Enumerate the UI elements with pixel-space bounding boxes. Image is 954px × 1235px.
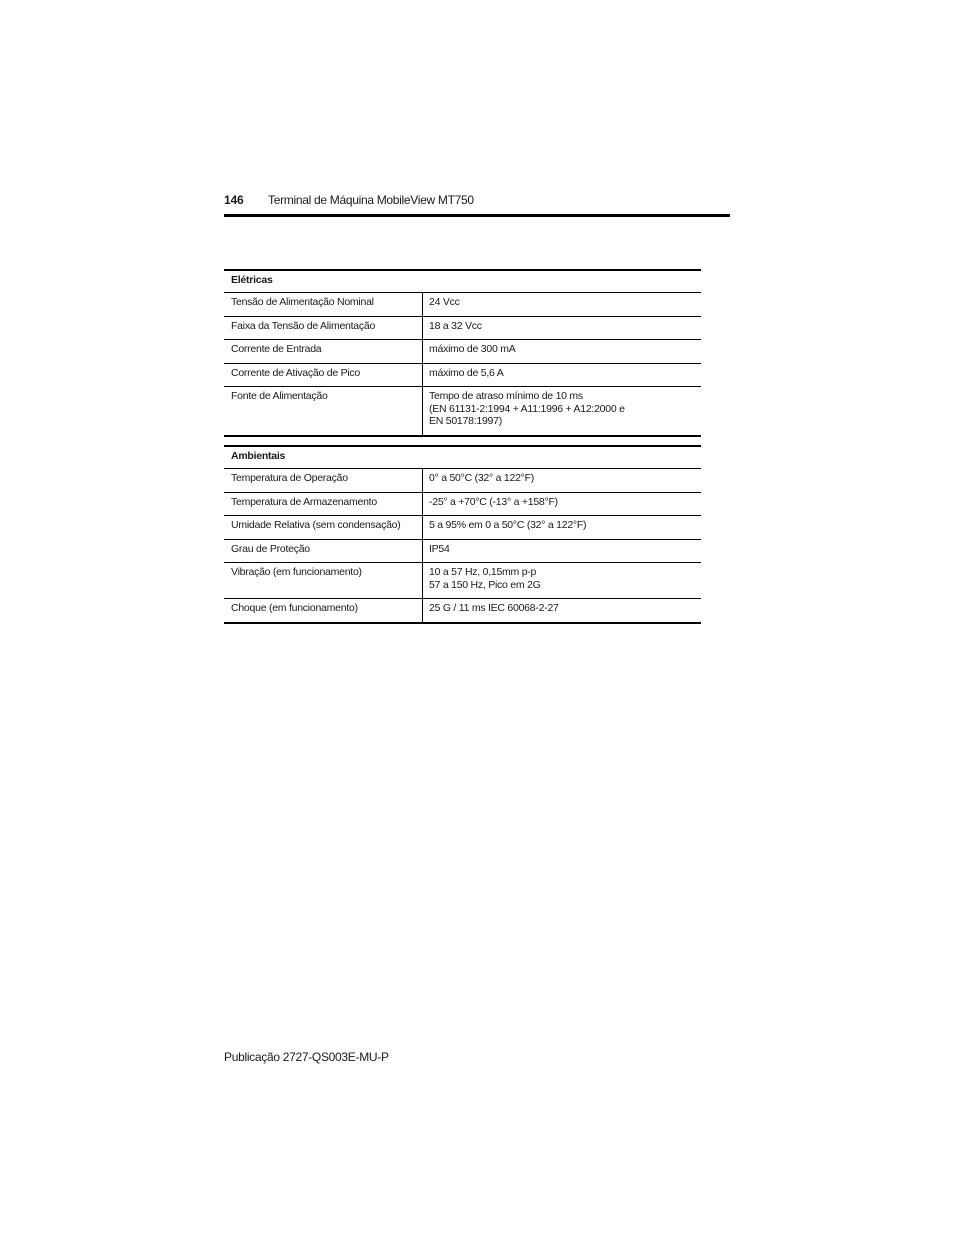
spec-value-line: (EN 61131-2:1994 + A11:1996 + A12:2000 e <box>429 402 625 415</box>
spec-value <box>423 387 702 436</box>
table-row <box>224 599 701 623</box>
spec-value: 18 a 32 Vcc <box>423 316 702 340</box>
table-row <box>224 363 701 387</box>
spec-label: Umidade Relativa (sem condensação) <box>224 516 423 540</box>
table-row <box>224 340 701 364</box>
spec-label: Corrente de Ativação de Pico <box>224 363 423 387</box>
table-row <box>224 492 701 516</box>
spec-label: Faixa da Tensão de Alimentação <box>224 316 423 340</box>
table-row <box>224 293 701 317</box>
spec-label: Choque (em funcionamento) <box>224 599 423 623</box>
spec-label: Tensão de Alimentação Nominal <box>224 293 423 317</box>
table-heading: Ambientais <box>224 446 701 469</box>
table-header-row <box>224 446 701 469</box>
running-title: Terminal de Máquina MobileView MT750 <box>268 193 474 207</box>
spec-value: 5 a 95% em 0 a 50°C (32° a 122°F) <box>423 516 702 540</box>
spec-value-line: EN 50178:1997) <box>429 415 502 427</box>
spec-value: máximo de 5,6 A <box>423 363 702 387</box>
spec-value: IP54 <box>423 539 702 563</box>
table-row <box>224 516 701 540</box>
spec-value-line: Tempo de atraso mínimo de 10 ms <box>429 390 583 402</box>
spec-value <box>423 563 702 599</box>
table-row <box>224 563 701 599</box>
table-header-row <box>224 270 701 293</box>
spec-value: 24 Vcc <box>423 293 702 317</box>
table-heading: Elétricas <box>224 270 701 293</box>
publication-footer: Publicação 2727-QS003E-MU-P <box>224 1050 389 1064</box>
table-row <box>224 387 701 436</box>
spec-value: máximo de 300 mA <box>423 340 702 364</box>
spec-value-line: 57 a 150 Hz, Pico em 2G <box>429 578 541 591</box>
spec-value: -25° a +70°C (-13° a +158°F) <box>423 492 702 516</box>
spec-label: Corrente de Entrada <box>224 340 423 364</box>
spec-label: Vibração (em funcionamento) <box>224 563 423 599</box>
spec-value: 25 G / 11 ms IEC 60068-2-27 <box>423 599 702 623</box>
spec-value: 0° a 50°C (32° a 122°F) <box>423 469 702 493</box>
table-row <box>224 469 701 493</box>
page-number: 146 <box>224 193 244 207</box>
spec-label: Fonte de Alimentação <box>224 387 423 436</box>
environmental-specs-table <box>224 445 701 624</box>
page-header <box>224 192 730 217</box>
spec-label: Grau de Proteção <box>224 539 423 563</box>
electrical-specs-table <box>224 269 701 437</box>
spec-label: Temperatura de Operação <box>224 469 423 493</box>
spec-label: Temperatura de Armazenamento <box>224 492 423 516</box>
table-row <box>224 539 701 563</box>
spec-value-line: 10 a 57 Hz, 0,15mm p-p <box>429 566 537 578</box>
table-row <box>224 316 701 340</box>
